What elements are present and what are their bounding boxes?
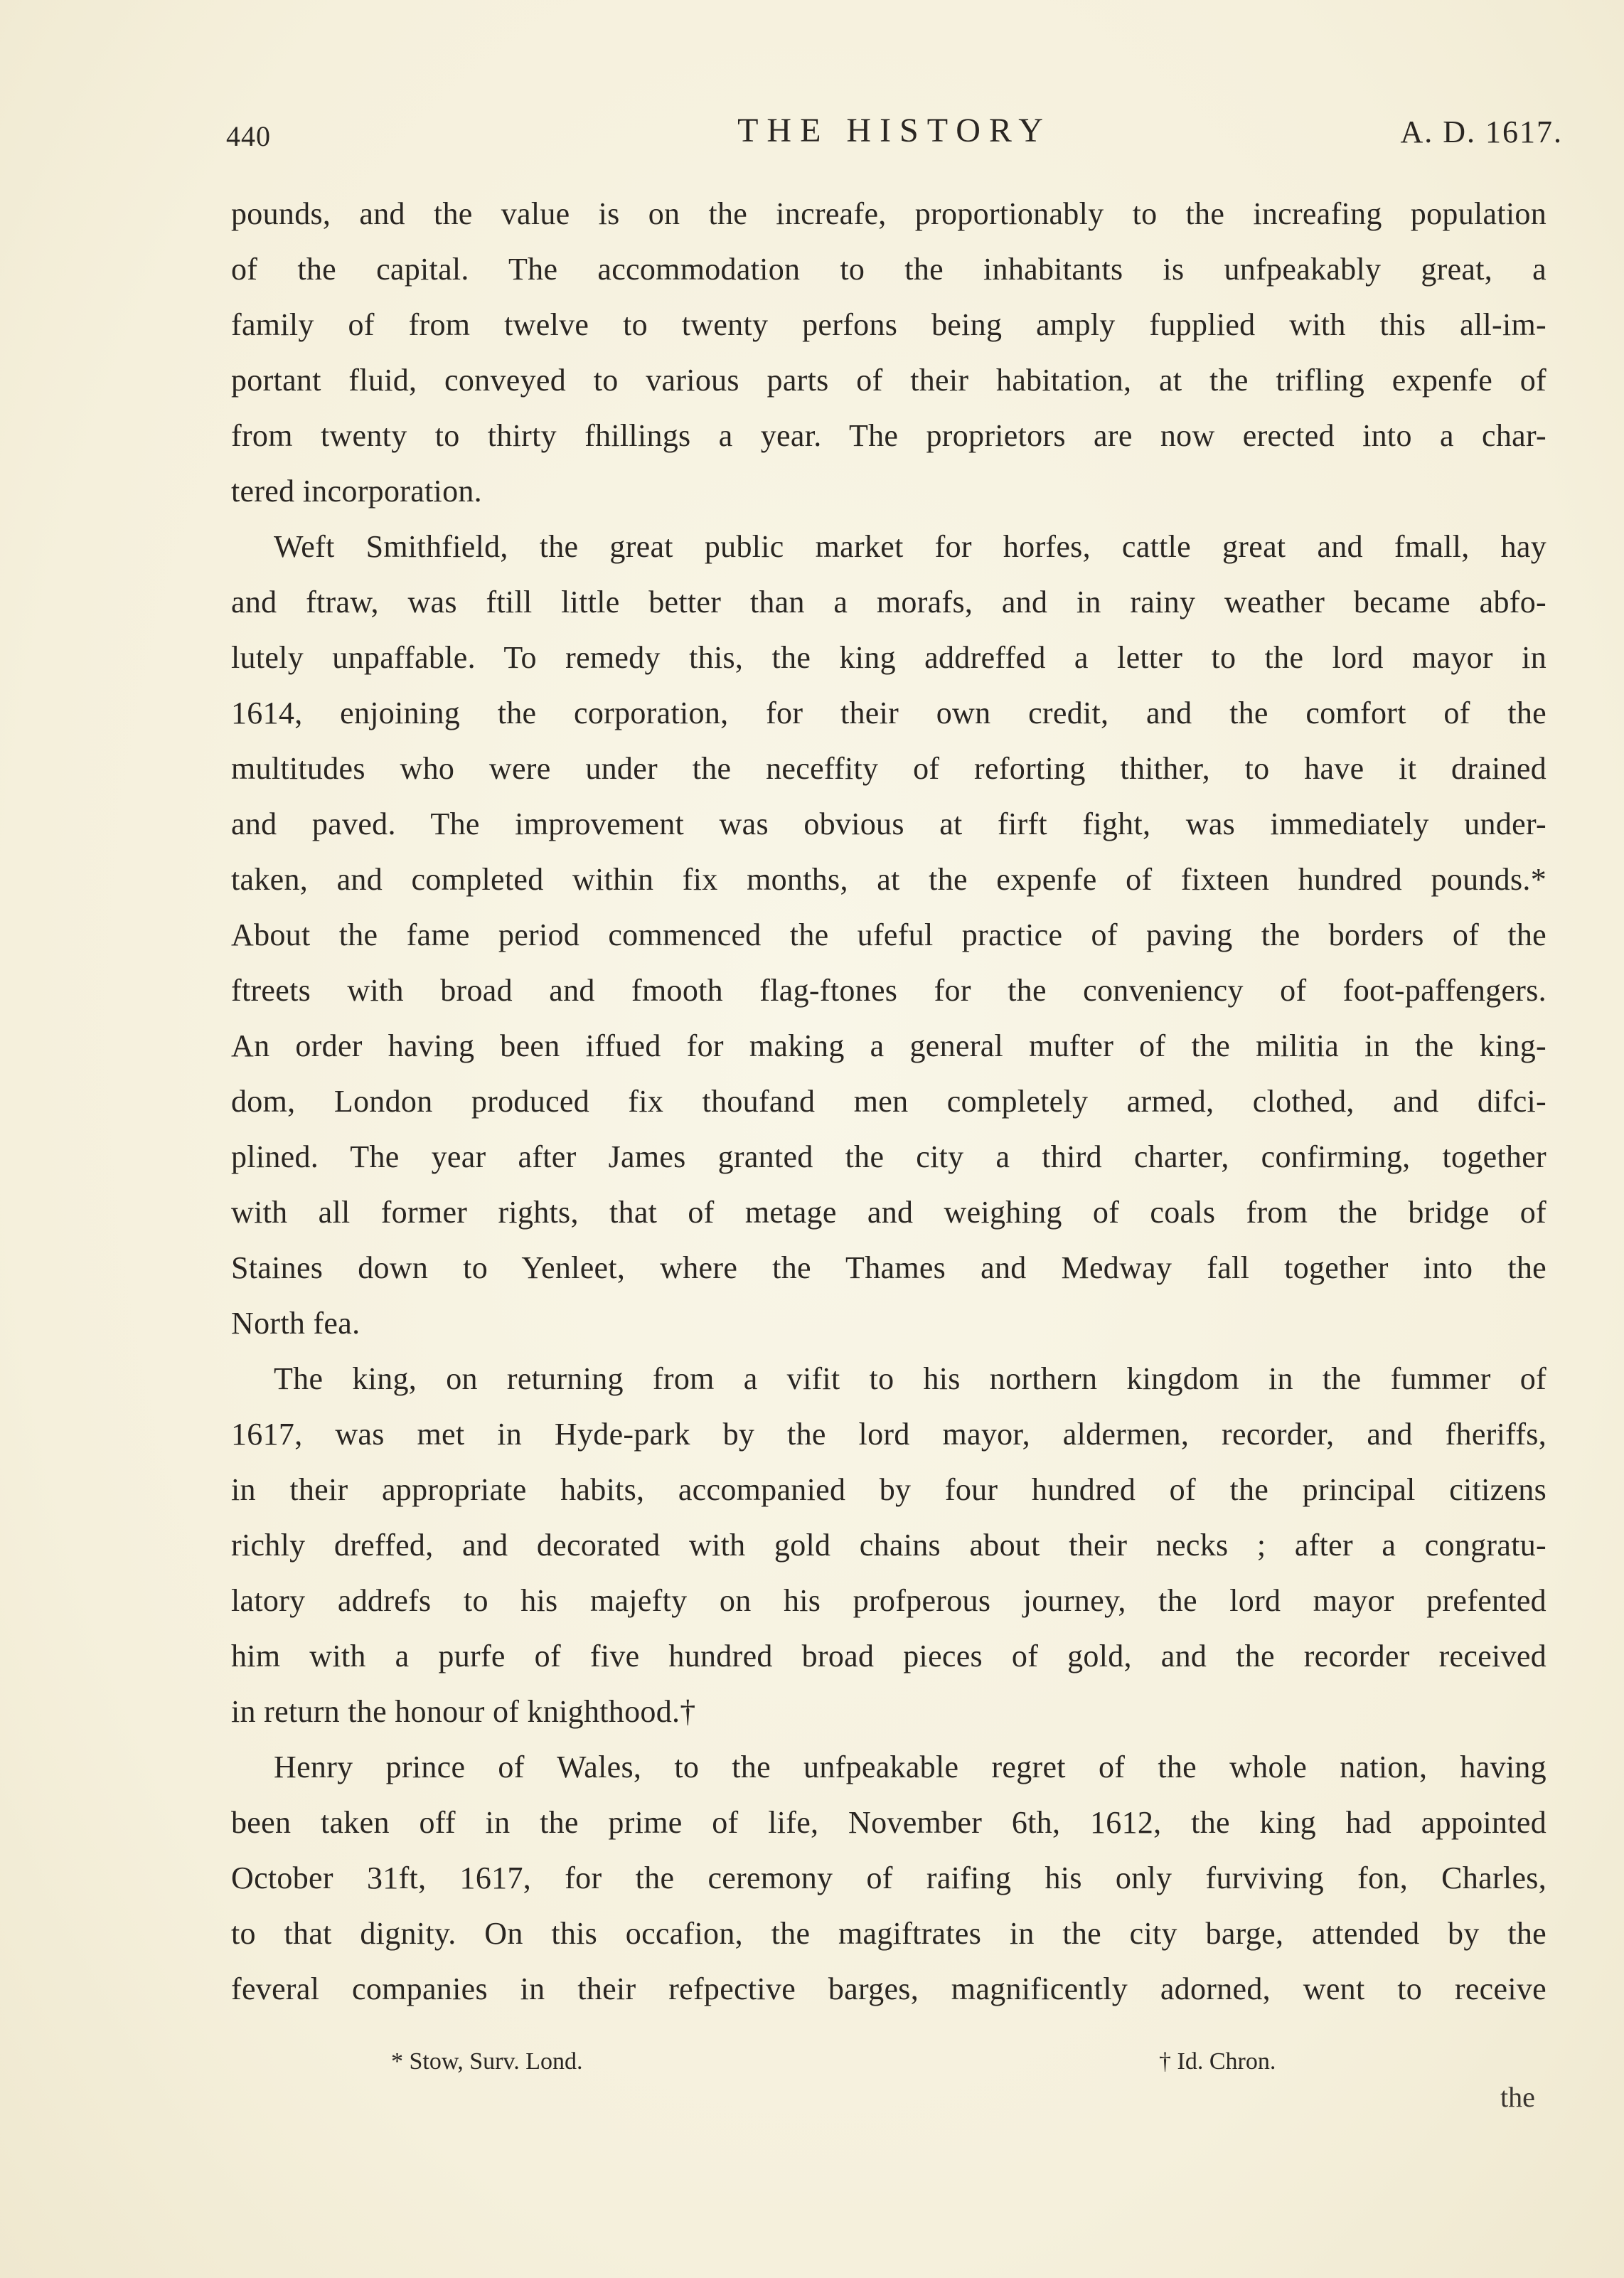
text-line: been taken off in the prime of life, November 6th, 1612, the king had appointed bbox=[231, 1805, 1546, 1840]
text-line: in their appropriate habits, accompanied by four hundred of the principal citizens bbox=[231, 1472, 1546, 1507]
text-line: taken, and completed within fix months, at the expenfe of fixteen hundred pounds.* bbox=[231, 862, 1546, 897]
text-line: October 31ft, 1617, for the ceremony of raifing his only furviving fon, Charles, bbox=[231, 1861, 1546, 1895]
text-line: from twenty to thirty fhillings a year. The proprietors are now erected into a char- bbox=[231, 418, 1546, 453]
text-line: 1617, was met in Hyde-park by the lord mayor, aldermen, recorder, and fheriffs, bbox=[231, 1417, 1546, 1452]
date-label: A. D. 1617. bbox=[1400, 115, 1563, 149]
text-line: plined. The year after James granted the city a third charter, confirming, together bbox=[231, 1139, 1546, 1174]
text-line: of the capital. The accommodation to the inhabitants is unfpeakably great, a bbox=[231, 252, 1546, 287]
paragraph-start-line: Henry prince of Wales, to the unfpeakable regret of the whole nation, having bbox=[274, 1750, 1546, 1784]
text-line: dom, London produced fix thoufand men completely armed, clothed, and difci- bbox=[231, 1084, 1546, 1119]
page-number: 440 bbox=[226, 120, 271, 152]
body-text bbox=[231, 186, 1546, 2017]
text-line: and paved. The improvement was obvious at firft fight, was immediately under- bbox=[231, 807, 1546, 841]
text-line: About the fame period commenced the ufeful practice of paving the borders of the bbox=[231, 917, 1546, 952]
text-line: family of from twelve to twenty perfons being amply fupplied with this all-im- bbox=[231, 307, 1546, 342]
text-line: North fea. bbox=[231, 1306, 360, 1341]
text-line: multitudes who were under the neceffity of reforting thither, to have it drained bbox=[231, 751, 1546, 786]
text-line: Staines down to Yenleet, where the Thames and Medway fall together into the bbox=[231, 1250, 1546, 1285]
text-line: and ftraw, was ftill little better than a morafs, and in rainy weather became abfo- bbox=[231, 585, 1546, 619]
text-line: An order having been iffued for making a general mufter of the militia in the king- bbox=[231, 1028, 1546, 1063]
footnotes bbox=[391, 2048, 1387, 2091]
text-line: him with a purfe of five hundred broad pieces of gold, and the recorder received bbox=[231, 1639, 1546, 1673]
text-line: to that dignity. On this occafion, the magiftrates in the city barge, attended by the bbox=[231, 1916, 1546, 1951]
text-line: richly dreffed, and decorated with gold chains about their necks ; after a congratu- bbox=[231, 1528, 1546, 1563]
text-line: tered incorporation. bbox=[231, 474, 482, 509]
text-line: portant fluid, conveyed to various parts of their habitation, at the trifling expenfe of bbox=[231, 363, 1546, 398]
page-header bbox=[226, 107, 1563, 156]
text-line: ftreets with broad and fmooth flag-ftones for the conveniency of foot-paffengers. bbox=[231, 973, 1546, 1008]
text-line: latory addrefs to his majefty on his profperous journey, the lord mayor prefented bbox=[231, 1583, 1546, 1618]
text-line: lutely unpaffable. To remedy this, the king addreffed a letter to the lord mayor in bbox=[231, 640, 1546, 675]
text-line: 1614, enjoining the corporation, for their own credit, and the comfort of the bbox=[231, 696, 1546, 730]
text-line: feveral companies in their refpective barges, magnificently adorned, went to receive bbox=[231, 1971, 1546, 2006]
text-line: in return the honour of knighthood.† bbox=[231, 1694, 696, 1729]
paragraph-start-line: The king, on returning from a vifit to his northern kingdom in the fummer of bbox=[274, 1361, 1546, 1396]
paragraph-start-line: Weft Smithfield, the great public market for horfes, cattle great and fmall, hay bbox=[274, 529, 1546, 564]
footnote-chron: † Id. Chron. bbox=[1159, 2048, 1276, 2075]
catchword: the bbox=[1500, 2081, 1535, 2113]
text-line: with all former rights, that of metage and weighing of coals from the bridge of bbox=[231, 1195, 1546, 1230]
text-line: pounds, and the value is on the increafe, proportionably to the increafing population bbox=[231, 196, 1546, 231]
footnote-stow: * Stow, Surv. Lond. bbox=[391, 2048, 583, 2075]
running-title: THE HISTORY bbox=[737, 112, 1052, 149]
